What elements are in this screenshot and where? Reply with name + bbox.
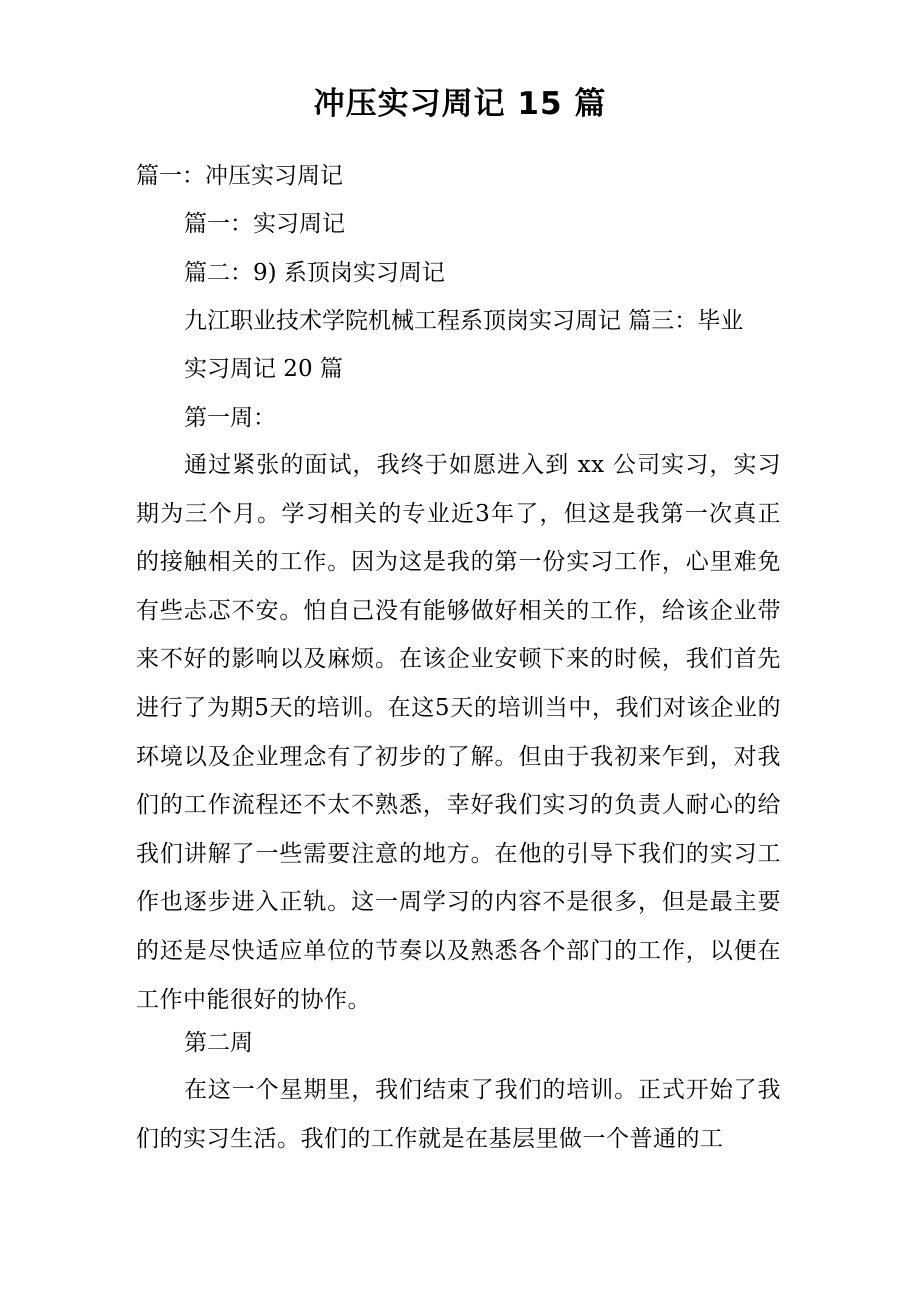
heading-part-1: 篇一：冲压实习周记 <box>136 163 343 189</box>
heading-part-3-line2: 实习周记 20 篇 <box>184 356 343 382</box>
week1-paragraph: 通过紧张的面试，我终于如愿进入到 xx 公司实习，实习期为三个月。学习相关的专业近3年了，但这是我第一次真正的接触相关的工作。因为这是我的第一份实习工作，心里难免有些忐忑不安。怕自己没有能够做好相关的工作，给该企业带来不好的影响以及麻烦。在该企业安顿下来的时候，我们首先进行了为期5天的培训。在这5天的培训当中，我们对该企业的环境以及企业理念有了初步的了解。但由于我初来乍到，对我们的工作流程还不太不熟悉，幸好我们实习的负责人耐心的给我们讲解了一些需要注意的地方。在他的引导下我们的实习工作也逐步进入正轨。这一周学习的内容不是很多，但是最主要的还是尽快适应单位的节奏以及熟悉各个部门的工作，以便在工作中能很好的协作。 <box>136 452 781 1013</box>
document-title: 冲压实习周记 15 篇 <box>313 86 607 122</box>
heading-part-1-sub: 篇一：实习周记 <box>184 211 345 237</box>
heading-part-3-line1: 九江职业技术学院机械工程系顶岗实习周记 篇三：毕业 <box>184 308 744 334</box>
week2-paragraph: 在这一个星期里，我们结束了我们的培训。正式开始了我们的实习生活。我们的工作就是在基层里做一个普通的工 <box>136 1077 781 1152</box>
week1-label: 第一周： <box>184 405 276 431</box>
week2-label: 第二周 <box>184 1030 253 1056</box>
heading-part-2: 篇二：9) 系顶岗实习周记 <box>184 260 445 286</box>
